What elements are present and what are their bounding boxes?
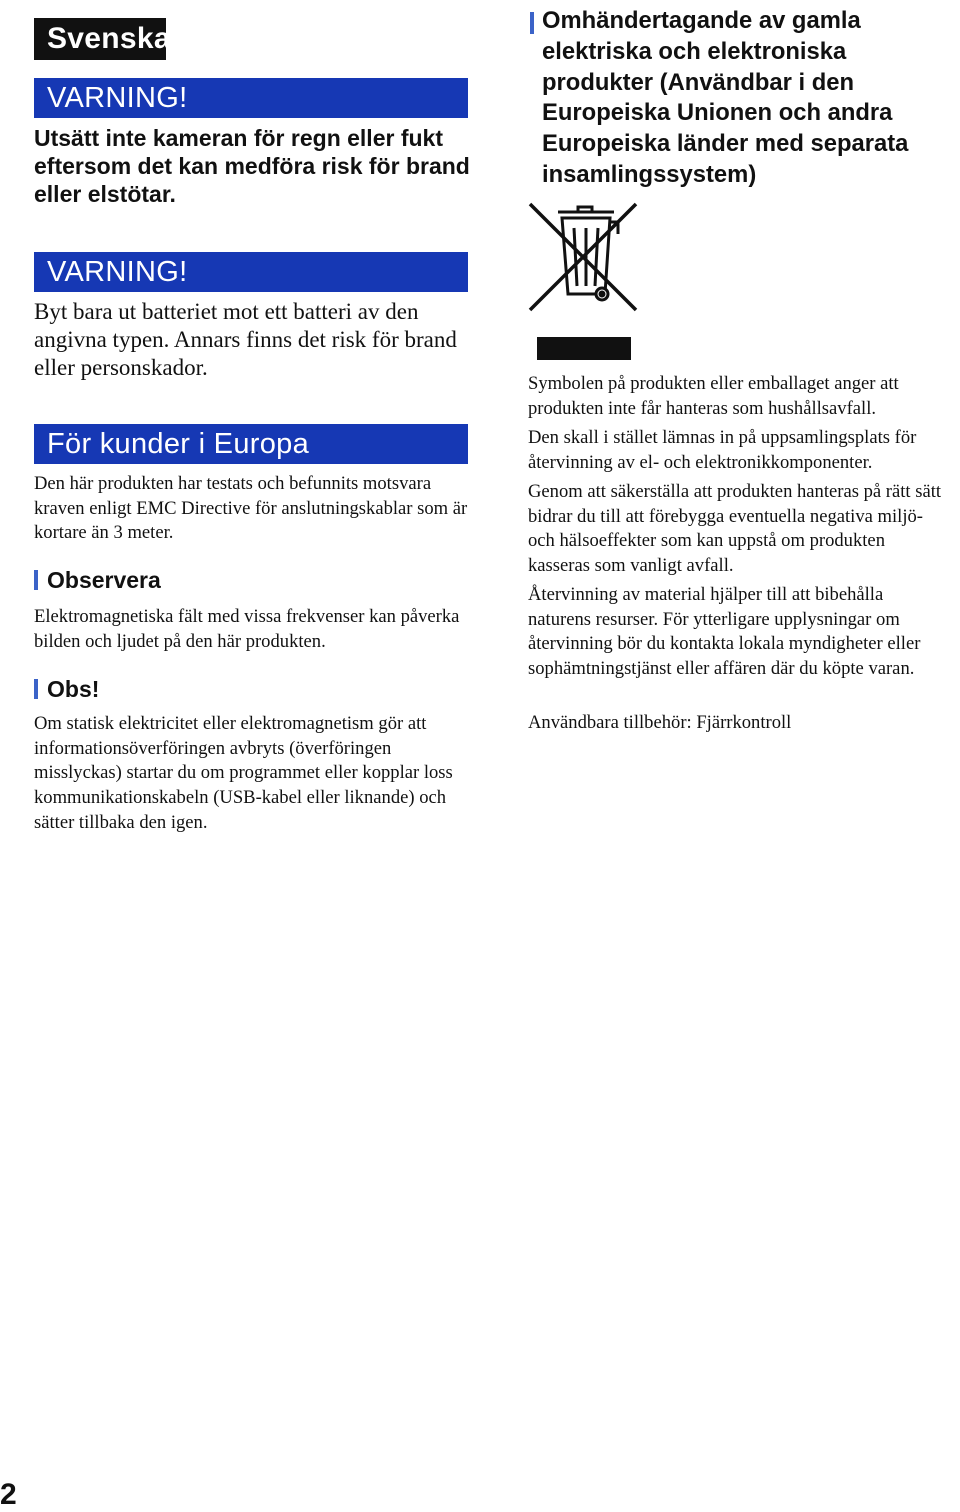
language-tab: Svenska: [34, 18, 166, 60]
europe-banner: För kunder i Europa: [34, 424, 468, 464]
observera-text: Elektromagnetiska fält med vissa frekvenser kan påverka bilden och ljudet på den här produkten.: [34, 606, 460, 652]
obs-heading: [34, 675, 99, 703]
crossed-out-wheelie-bin-icon: [528, 198, 640, 318]
section-marker: [34, 679, 38, 699]
page-number: 2: [0, 1478, 17, 1511]
warning-text-battery: Byt bara ut batteriet mot ett batteri av den angivna typen. Annars finns det risk för brand eller personskador.: [34, 299, 457, 380]
obs-title: Obs!: [47, 676, 100, 702]
obs-text: Om statisk elektricitet eller elektromagnetism gör att informationsöverföringen avbryts (överföringen misslyckas) startar du om programmet eller kopplar loss kommunikationskabeln (USB-kabel eller liknande) och sätter tillbaka den igen.: [34, 713, 453, 833]
weee-paragraph: Genom att säkerställa att produkten hanteras på rätt sätt bidrar du till att förebygga eventuella negativa miljö- och hälsoeffekter som kan uppstå om produkten kasseras som vanligt avfall.: [528, 481, 942, 577]
weee-paragraph: Användbara tillbehör: Fjärrkontroll: [528, 712, 792, 733]
weee-paragraph: Den skall i stället lämnas in på uppsamlingsplats för återvinning av el- och elektronikkomponenter.: [528, 427, 917, 473]
weee-heading: [528, 6, 948, 191]
observera-heading: [34, 566, 161, 594]
warning-banner: VARNING!: [34, 78, 468, 118]
weee-black-bar: [537, 337, 631, 360]
weee-heading-text: Omhändertagande av gamla elektriska och elektroniska produkter (Användbar i den Europeiska Unionen och andra Europeiska länder med separata insamlingssystem): [542, 7, 909, 188]
observera-title: Observera: [47, 567, 161, 593]
weee-paragraph: Symbolen på produkten eller emballaget anger att produkten inte får hanteras som hushållsavfall.: [528, 373, 899, 419]
section-marker: [530, 12, 534, 34]
section-marker: [34, 570, 38, 590]
warning-text-rain: Utsätt inte kameran för regn eller fukt eftersom det kan medföra risk för brand eller elstötar.: [34, 125, 470, 207]
weee-paragraph: Återvinning av material hjälper till att bibehålla naturens resurser. För ytterligare upplysningar om återvinning bör du kontakta lokala myndigheter eller sophämtningstjänst eller affären där du köpte varan.: [528, 584, 921, 680]
europe-text: Den här produkten har testats och befunnits motsvara kraven enligt EMC Directive för anslutningskablar som är kortare än 3 meter.: [34, 473, 468, 544]
warning-banner: VARNING!: [34, 252, 468, 292]
